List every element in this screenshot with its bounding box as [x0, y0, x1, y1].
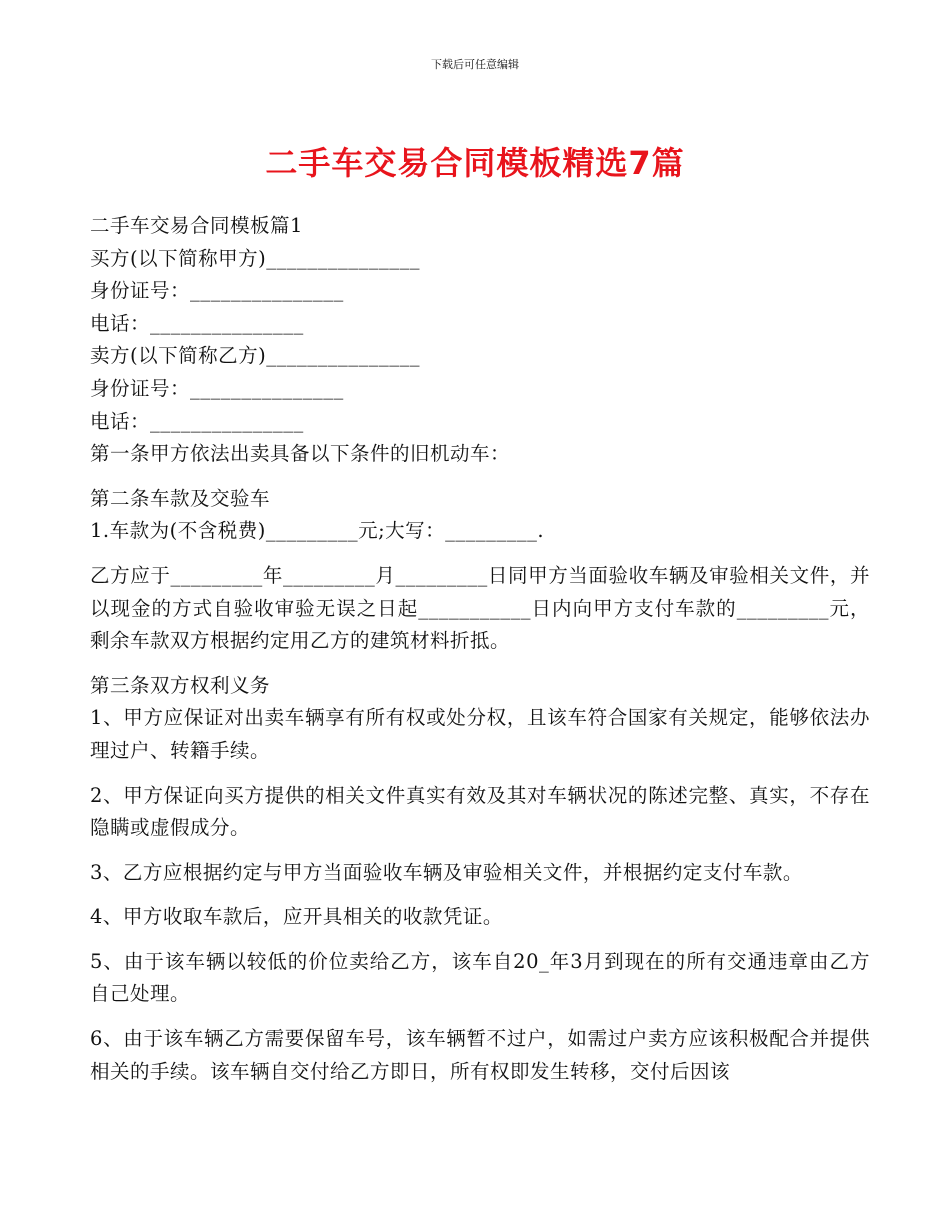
paragraph-gap	[90, 471, 870, 483]
contract-line: 卖方(以下简称乙方)_______________	[90, 344, 420, 368]
contract-body	[90, 210, 870, 1088]
contract-paragraph: 5、由于该车辆以较低的价位卖给乙方，该车自20_年3月到现在的所有交通违章由乙方自己处理。	[90, 949, 870, 1006]
document-title: 二手车交易合同模板精选7篇	[265, 144, 685, 182]
paragraph-gap	[90, 658, 870, 670]
contract-paragraph: 1、甲方应保证对出卖车辆享有所有权或处分权，且该车符合国家有关规定，能够依法办理过户、转籍手续。	[90, 706, 870, 762]
paragraph-gap	[90, 934, 870, 946]
contract-paragraph: 6、由于该车辆乙方需要保留车号，该车辆暂不过户，如需过户卖方应该积极配合并提供相关的手续。该车辆自交付给乙方即日，所有权即发生转移，交付后因该	[90, 1027, 870, 1083]
contract-line: 第二条车款及交验车	[90, 486, 271, 510]
contract-line: 身份证号：_______________	[90, 376, 344, 400]
contract-line: 1.车款为(不含税费)_________元;大写：_________.	[90, 519, 545, 543]
paragraph-gap	[90, 845, 870, 857]
contract-paragraph: 乙方应于_________年_________月_________日同甲方当面验收车辆及审验相关文件，并以现金的方式自验收审验无误之日起___________日内向甲方支付车款的_________元，剩余车款双方根据约定用乙方的建筑材料折抵。	[90, 563, 870, 653]
paragraph-gap	[90, 889, 870, 901]
contract-line: 身份证号：_______________	[90, 279, 344, 303]
contract-paragraph: 2、甲方保证向买方提供的相关文件真实有效及其对车辆状况的陈述完整、真实，不存在隐瞒或虚假成分。	[90, 783, 870, 840]
contract-line: 电话：_______________	[90, 409, 304, 433]
contract-paragraph: 3、乙方应根据约定与甲方当面验收车辆及审验相关文件，并根据约定支付车款。	[90, 860, 803, 884]
contract-line: 第一条甲方依法出卖具备以下条件的旧机动车：	[90, 442, 511, 466]
contract-line: 第三条双方权利义务	[90, 673, 271, 697]
header-note: 下载后可任意编辑	[431, 58, 519, 71]
paragraph-gap	[90, 768, 870, 780]
contract-line: 二手车交易合同模板篇1	[90, 214, 303, 237]
paragraph-gap	[90, 1011, 870, 1023]
paragraph-gap	[90, 548, 870, 560]
contract-paragraph: 4、甲方收取车款后，应开具相关的收款凭证。	[90, 905, 503, 929]
contract-line: 买方(以下简称甲方)_______________	[90, 246, 420, 270]
contract-line: 电话：_______________	[90, 311, 304, 335]
